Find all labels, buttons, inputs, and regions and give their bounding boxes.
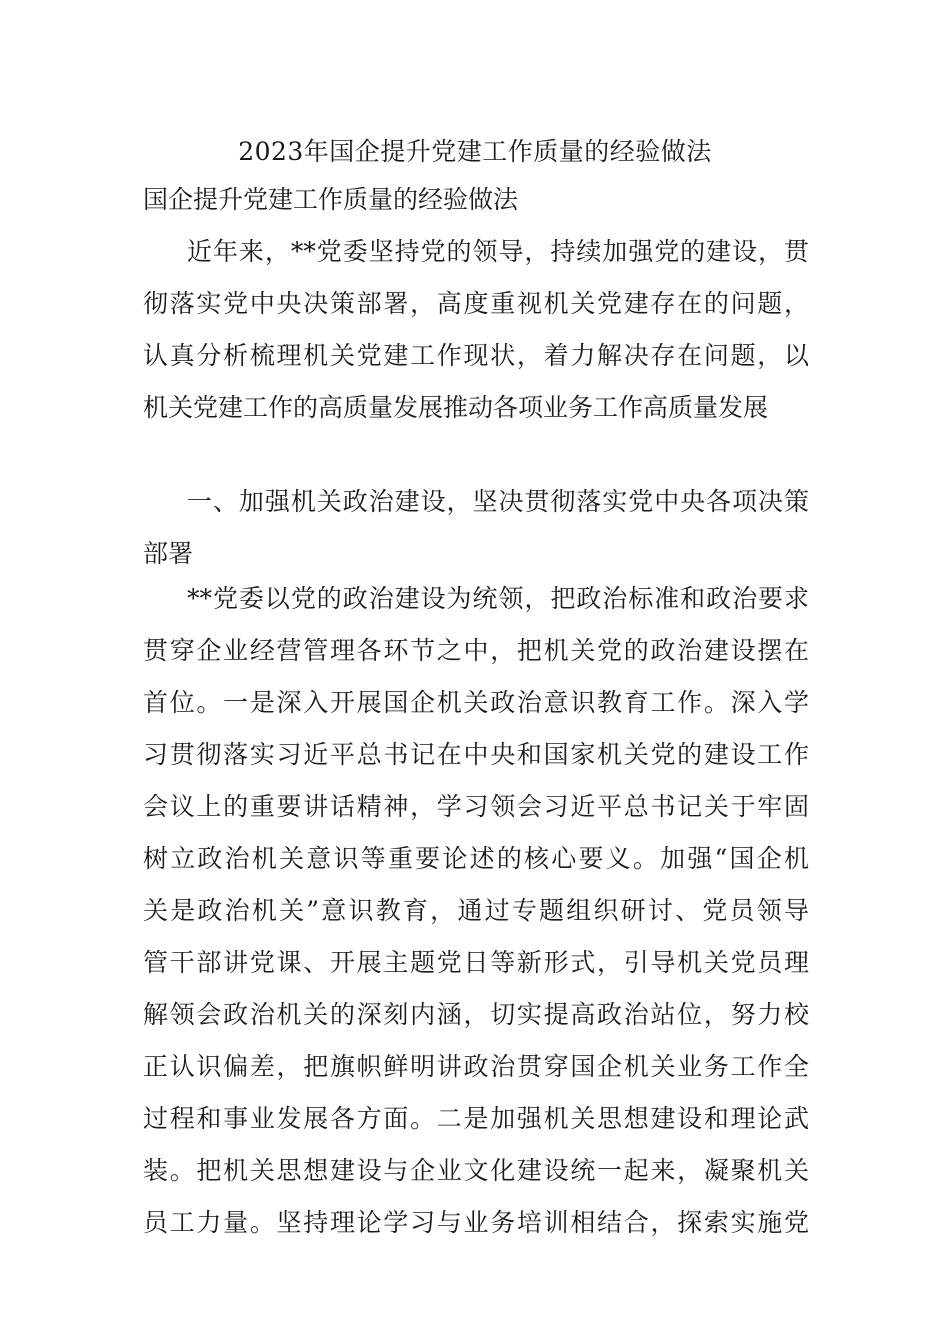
body-line: 管干部讲党课、开展主题党日等新形式，引导机关党员理: [143, 948, 809, 977]
body-line: 贯穿企业经营管理各环节之中，把机关党的政治建设摆在: [143, 636, 809, 665]
document-title: 2023年国企提升党建工作质量的经验做法: [238, 137, 712, 166]
section-heading-line: 部署: [143, 539, 194, 568]
body-line: 正认识偏差，把旗帜鲜明讲政治贯穿国企机关业务工作全: [143, 1052, 809, 1081]
section-heading-line: 一、加强机关政治建设，坚决贯彻落实党中央各项决策: [187, 487, 809, 516]
body-line: 关是政治机关”意识教育，通过专题组织研讨、党员领导: [143, 896, 809, 925]
body-line: 会议上的重要讲话精神，学习领会习近平总书记关于牢固: [143, 792, 809, 821]
intro-line: 彻落实党中央决策部署，高度重视机关党建存在的问题，: [143, 289, 809, 318]
section-1-body: [143, 573, 809, 1249]
document-subtitle: 国企提升党建工作质量的经验做法: [143, 185, 519, 214]
intro-line: 认真分析梳理机关党建工作现状，着力解决存在问题，以: [143, 341, 809, 370]
body-line: **党委以党的政治建设为统领，把政治标准和政治要求: [187, 584, 809, 613]
body-line: 装。把机关思想建设与企业文化建设统一起来，凝聚机关: [143, 1156, 809, 1185]
intro-line: 机关党建工作的高质量发展推动各项业务工作高质量发展: [143, 393, 769, 422]
intro-paragraph: [143, 226, 809, 434]
body-line: 首位。一是深入开展国企机关政治意识教育工作。深入学: [143, 688, 809, 717]
body-line: 解领会政治机关的深刻内涵，切实提高政治站位，努力校: [143, 1000, 809, 1029]
body-line: 习贯彻落实习近平总书记在中央和国家机关党的建设工作: [143, 740, 809, 769]
body-line: 员工力量。坚持理论学习与业务培训相结合，探索实施党: [143, 1208, 809, 1237]
body-line: 过程和事业发展各方面。二是加强机关思想建设和理论武: [143, 1104, 809, 1133]
body-line: 树立政治机关意识等重要论述的核心要义。加强“国企机: [143, 844, 809, 873]
section-1-heading: [143, 476, 809, 580]
intro-line: 近年来，**党委坚持党的领导，持续加强党的建设，贯: [187, 237, 809, 266]
